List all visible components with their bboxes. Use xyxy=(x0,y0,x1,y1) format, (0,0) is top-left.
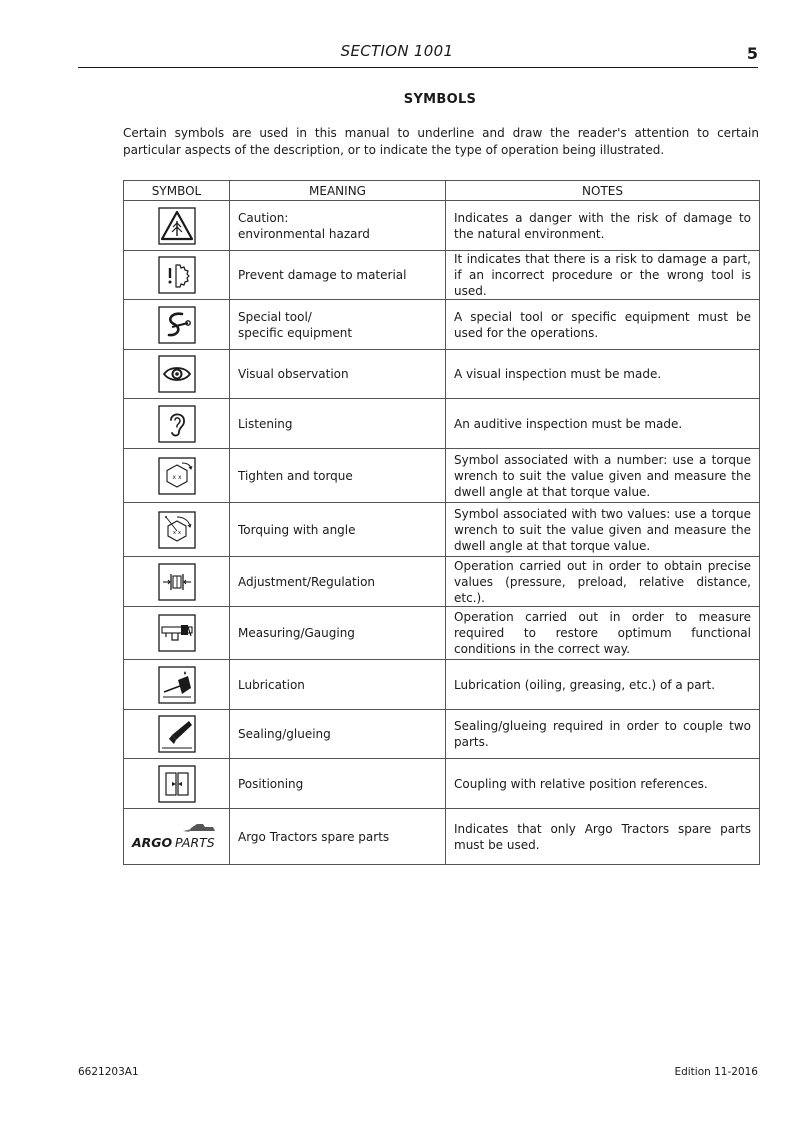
meaning-text: environmental hazard xyxy=(238,226,370,241)
notes-cell: Operation carried out in order to measure required to restore optimum functional conditions in the correct way. xyxy=(446,607,760,660)
intro-paragraph: Certain symbols are used in this manual to underline and draw the reader's attention to certain particular aspects of the description, or to indicate the type of operation being illustrated. xyxy=(123,126,759,157)
ear-icon xyxy=(158,405,196,443)
section-heading: SYMBOLS xyxy=(403,92,477,107)
table-row xyxy=(124,350,760,399)
header-rule xyxy=(78,67,758,68)
svg-text:x x: x x xyxy=(172,529,181,536)
table-row xyxy=(124,251,760,300)
meaning-cell xyxy=(230,300,446,350)
meaning-cell: Sealing/glueing xyxy=(230,710,446,759)
notes-cell: Operation carried out in order to obtain precise values (pressure, preload, relative distance, etc.). xyxy=(446,557,760,607)
column-header-notes: NOTES xyxy=(446,181,760,201)
notes-cell: Indicates that only Argo Tractors spare parts must be used. xyxy=(446,809,760,865)
symbol-cell xyxy=(124,300,230,350)
symbol-cell xyxy=(124,503,230,557)
special-tool-icon xyxy=(158,306,196,344)
meaning-cell: Lubrication xyxy=(230,660,446,710)
positioning-icon xyxy=(158,765,196,803)
footer-code: 6621203A1 xyxy=(78,1066,139,1078)
meaning-cell: Visual observation xyxy=(230,350,446,399)
symbol-cell xyxy=(124,710,230,759)
symbol-cell xyxy=(124,350,230,399)
symbol-cell xyxy=(124,449,230,503)
notes-cell: Indicates a danger with the risk of damage to the natural environment. xyxy=(446,201,760,251)
meaning-cell: Prevent damage to material xyxy=(230,251,446,300)
meaning-cell: Listening xyxy=(230,399,446,449)
notes-cell: Lubrication (oiling, greasing, etc.) of a part. xyxy=(446,660,760,710)
table-row xyxy=(124,557,760,607)
symbols-table xyxy=(123,180,760,865)
eye-icon xyxy=(158,355,196,393)
table-row xyxy=(124,607,760,660)
svg-text:x x: x x xyxy=(171,473,182,481)
meaning-text: Caution: xyxy=(238,210,289,225)
meaning-cell xyxy=(230,201,446,251)
meaning-cell: Adjustment/Regulation xyxy=(230,557,446,607)
meaning-cell: Torquing with angle xyxy=(230,503,446,557)
notes-cell: A special tool or specific equipment must be used for the operations. xyxy=(446,300,760,350)
environmental-hazard-icon xyxy=(158,207,196,245)
prevent-damage-icon xyxy=(158,256,196,294)
meaning-cell: Measuring/Gauging xyxy=(230,607,446,660)
footer-edition: Edition 11-2016 xyxy=(674,1066,758,1078)
parts-logo-text: PARTS xyxy=(174,834,215,850)
table-row xyxy=(124,660,760,710)
oil-can-icon xyxy=(158,666,196,704)
symbol-cell xyxy=(124,201,230,251)
notes-cell: Symbol associated with two values: use a torque wrench to suit the value given and measure the dwell angle at that torque value. xyxy=(446,503,760,557)
symbol-cell xyxy=(124,759,230,809)
symbol-cell xyxy=(124,660,230,710)
table-header-row xyxy=(124,181,760,201)
meaning-text: Special tool/ xyxy=(238,309,312,324)
header-title: SECTION 1001 xyxy=(340,42,454,60)
table-row xyxy=(124,300,760,350)
caliper-icon xyxy=(158,614,196,652)
table-row xyxy=(124,759,760,809)
notes-cell: Sealing/glueing required in order to couple two parts. xyxy=(446,710,760,759)
argo-parts-logo xyxy=(131,818,223,856)
notes-cell: It indicates that there is a risk to damage a part, if an incorrect procedure or the wrong tool is used. xyxy=(446,251,760,300)
column-header-symbol: SYMBOL xyxy=(124,181,230,201)
adjustment-icon xyxy=(158,563,196,601)
table-row xyxy=(124,809,760,865)
table-row xyxy=(124,399,760,449)
torque-icon xyxy=(158,457,196,495)
glue-gun-icon xyxy=(158,715,196,753)
notes-cell: An auditive inspection must be made. xyxy=(446,399,760,449)
table-row xyxy=(124,503,760,557)
column-header-meaning: MEANING xyxy=(230,181,446,201)
symbol-cell xyxy=(124,399,230,449)
symbol-cell xyxy=(124,557,230,607)
table-row xyxy=(124,449,760,503)
symbol-cell xyxy=(124,251,230,300)
symbol-cell xyxy=(124,607,230,660)
meaning-cell: Positioning xyxy=(230,759,446,809)
meaning-cell: Tighten and torque xyxy=(230,449,446,503)
notes-cell: A visual inspection must be made. xyxy=(446,350,760,399)
meaning-cell: Argo Tractors spare parts xyxy=(230,809,446,865)
symbol-cell xyxy=(124,809,230,865)
notes-cell: Coupling with relative position references. xyxy=(446,759,760,809)
page-number: 5 xyxy=(746,44,758,63)
argo-logo-text: ARGO xyxy=(131,834,172,850)
table-row xyxy=(124,201,760,251)
notes-cell: Symbol associated with a number: use a torque wrench to suit the value given and measure the dwell angle at that torque value. xyxy=(446,449,760,503)
torque-angle-icon xyxy=(158,511,196,549)
table-row xyxy=(124,710,760,759)
meaning-text: specific equipment xyxy=(238,325,353,340)
